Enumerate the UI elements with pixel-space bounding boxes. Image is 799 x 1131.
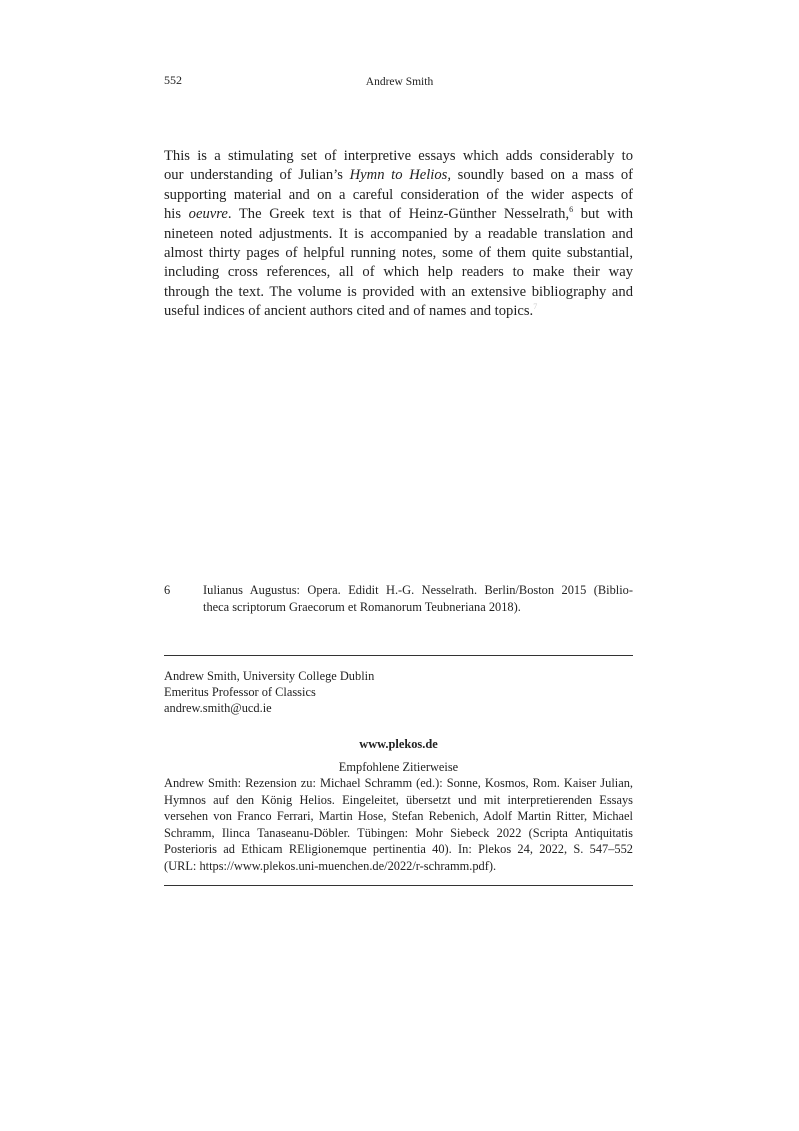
text-segment: almost thirty pages of helpful running notes, some of them quite substantial, (164, 245, 633, 262)
citation-line[interactable]: (URL: https://www.plekos.uni-muenchen.de/2022/r-schramm.pdf). (164, 858, 497, 873)
citation-text (164, 775, 633, 875)
text-segment: nineteen noted adjustments. It is accompanied by a readable translation and (164, 225, 633, 242)
footnote-reference[interactable]: 7 (533, 302, 538, 312)
body-line (164, 244, 633, 263)
body-line (164, 263, 633, 282)
author-info (164, 668, 633, 717)
citation-line: Hymnos auf den König Helios. Eingeleitet, übersetzt und mit interpretierenden Essays (164, 792, 633, 807)
body-line (164, 186, 633, 205)
body-line (164, 147, 633, 166)
citation-line: Andrew Smith: Rezension zu: Michael Schramm (ed.): Sonne, Kosmos, Rom. Kaiser Julian, (164, 776, 633, 790)
italic-text: Hymn to Helios, (349, 167, 451, 184)
text-segment: This is a stimulating set of interpretive essays which adds considerably to (164, 148, 633, 164)
body-line (164, 166, 633, 185)
text-segment: soundly based on a mass of (450, 167, 633, 184)
body-line (164, 205, 633, 224)
footnote-line: theca scriptorum Graecorum et Romanorum Teubneriana 2018). (203, 600, 521, 614)
italic-text: oeuvre (188, 206, 228, 223)
text-segment: including cross references, all of which help readers to make their way (164, 264, 633, 281)
footnote-reference[interactable]: 6 (569, 205, 574, 215)
text-segment: his (164, 206, 189, 223)
citation-line: Posterioris ad Ethicam REligionemque pertinentia 40). In: Plekos 24, 2022, S. 547–552 (164, 842, 633, 857)
text-segment: . The Greek text is that of Heinz-Günther Nesselrath, (227, 206, 570, 223)
footnote-line: Iulianus Augustus: Opera. Edidit H.-G. Nesselrath. Berlin/Boston 2015 (Biblio- (203, 583, 633, 597)
website-link[interactable]: www.plekos.de (359, 737, 438, 751)
footnote-number: 6 (164, 583, 171, 597)
body-line (164, 302, 633, 321)
divider (164, 885, 633, 886)
text-segment: supporting material and on a careful consideration of the wider aspects of (164, 186, 633, 203)
citation-line: versehen von Franco Ferrari, Martin Hose, Stefan Rebenich, Adolf Martin Ritter, Michael (164, 809, 633, 824)
author-email[interactable]: andrew.smith@ucd.ie (164, 701, 272, 716)
running-title: Andrew Smith (365, 76, 434, 88)
body-line (164, 225, 633, 244)
author-name-affiliation: Andrew Smith, University College Dublin (164, 669, 375, 683)
citation-line: Schramm, Ilinca Tanaseanu-Döbler. Tübingen: Mohr Siebeck 2022 (Scripta Antiquitatis (164, 825, 633, 840)
text-segment: through the text. The volume is provided with an extensive bibliography and (164, 283, 633, 300)
citation-heading: Empfohlene Zitierweise (338, 760, 459, 774)
body-paragraph (164, 147, 633, 322)
body-line (164, 283, 633, 302)
divider (164, 655, 633, 656)
page-number: 552 (164, 73, 182, 87)
author-position: Emeritus Professor of Classics (164, 685, 316, 700)
text-segment: our understanding of Julian’s (164, 167, 350, 184)
text-segment: but with (573, 206, 633, 223)
text-segment: useful indices of ancient authors cited and of names and topics. (164, 303, 534, 320)
